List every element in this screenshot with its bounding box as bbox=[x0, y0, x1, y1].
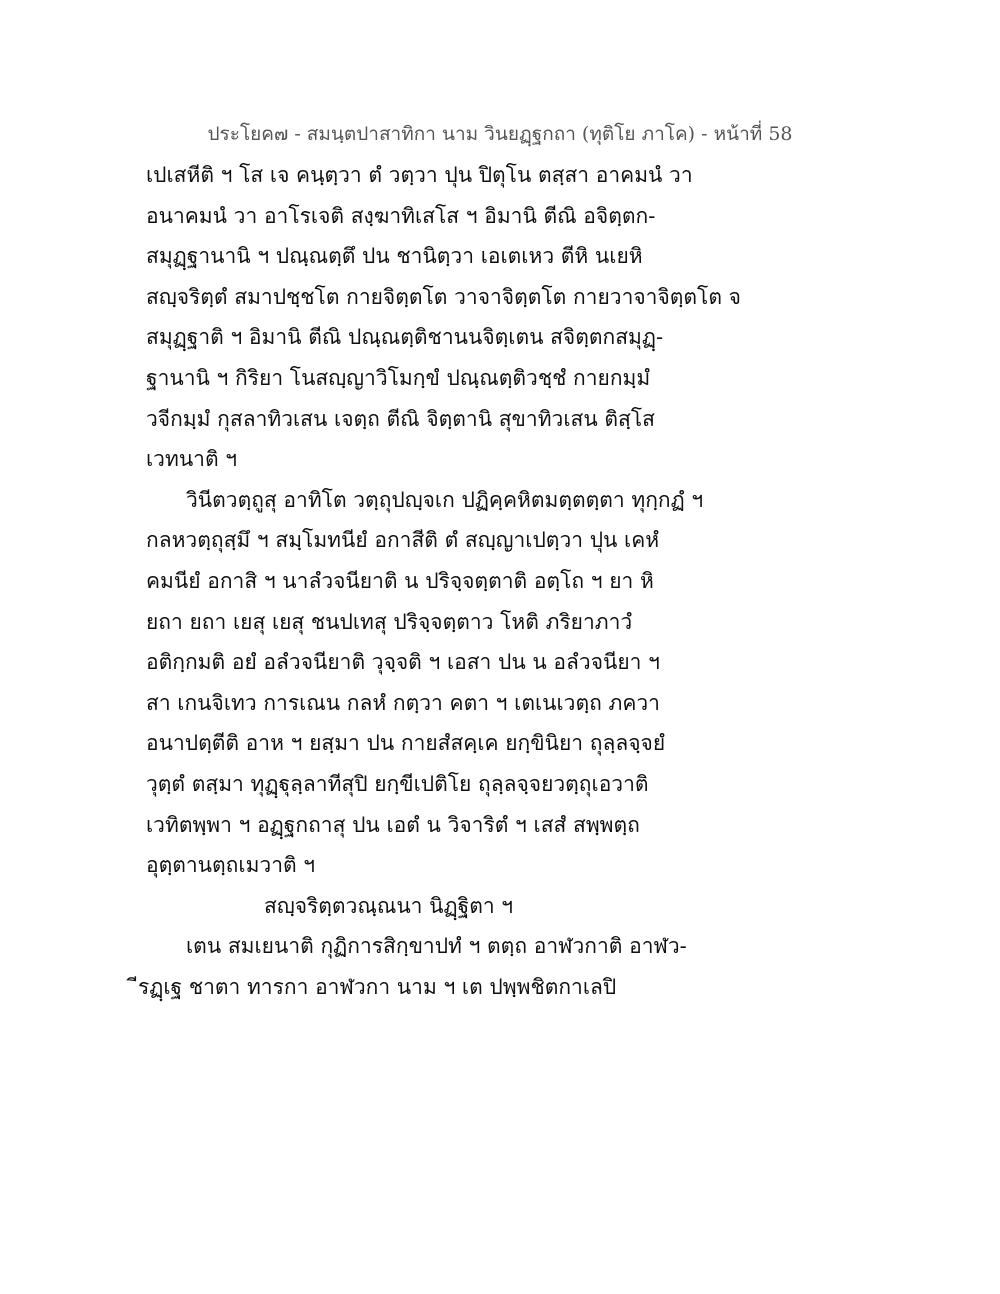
text-line: เวทิตพฺพา ฯ อฏฺฐกถาสุ ปน เอตํ น วิจาริตํ ฯ เสสํ สพฺพตฺถ bbox=[146, 812, 640, 837]
text-line: คมนียํ อกาสิ ฯ นาลํวจนียาติ น ปริจฺจตฺตาติ อตฺโถ ฯ ยา หิ bbox=[146, 568, 654, 593]
text-line: เวทนาติ ฯ bbox=[146, 447, 238, 472]
text-line: ฐานานิ ฯ กิริยา โนสญฺญาวิโมกฺขํ ปณฺณตฺติวชฺชํ กายกมฺมํ bbox=[146, 365, 651, 390]
text-line: ยถา ยถา เยสุ เยสุ ชนปเทสุ ปริจฺจตฺตาว โหติ ภริยาภาวํ bbox=[146, 609, 633, 634]
text-line: อุตฺตานตฺถเมวาติ ฯ bbox=[146, 853, 316, 878]
text-line: กลหวตฺถุสฺมึ ฯ สมฺโมทนียํ อกาสีติ ตํ สญฺญาเปตฺวา ปุน เคหํ bbox=[146, 528, 660, 553]
paragraph-first-line: เตน สมเยนาติ กุฏิการสิกฺขาปทํ ฯ ตตฺถ อาฬวกาติ อาฬว- bbox=[186, 934, 687, 959]
body-text bbox=[138, 155, 866, 1007]
text-line: วุตฺตํ ตสฺมา ทุฏฺฐุลฺลาทีสุปิ ยกฺขีเปติโย ถุลฺลจฺจยวตฺถุเอวาติ bbox=[146, 771, 649, 796]
text-line: อนาปตฺตีติ อาห ฯ ยสฺมา ปน กายสํสคฺเค ยกฺขินิยา ถุลฺลจฺจยํ bbox=[146, 731, 666, 756]
text-line: ีรฏฺเฐ ชาตา ทารกา อาฬวกา นาม ฯ เต ปพฺพชิตกาเลปิ bbox=[138, 974, 617, 999]
page-header: ประโยค๗ - สมนฺตปาสาทิกา นาม วินยฏฺฐกถา (ทุติโย ภาโค) - หน้าที่ 58 bbox=[207, 123, 793, 145]
paragraph-first-line: วินีตวตฺถูสุ อาทิโต วตฺถุปญฺจเก ปฏิคฺคหิตมตฺตตฺตา ทุกฺกฏํ ฯ bbox=[186, 487, 704, 512]
text-line: อติกฺกมติ อยํ อลํวจนียาติ วุจฺจติ ฯ เอสา ปน น อลํวจนียา ฯ bbox=[146, 650, 660, 675]
text-line: สญฺจริตฺตํ สมาปชฺชโต กายจิตฺตโต วาจาจิตฺตโต กายวาจาจิตฺตโต จ bbox=[146, 284, 741, 309]
text-line: สมุฏฺฐานานิ ฯ ปณฺณตฺตึ ปน ชานิตฺวา เอเตเหว ตีหิ นเยหิ bbox=[146, 244, 643, 269]
text-line: อนาคมนํ วา อาโรเจติ สงฺฆาทิเสโส ฯ อิมานิ ตีณิ อจิตฺตก- bbox=[146, 203, 656, 228]
text-line: สา เกนจิเทว การเณน กลหํ กตฺวา คตา ฯ เตเนเวตฺถ ภควา bbox=[146, 690, 660, 715]
text-line: วจีกมฺมํ กุสลาทิวเสน เจตฺถ ตีณิ จิตฺตานิ สุขาทิวเสน ติสฺโส bbox=[146, 406, 655, 431]
section-end-heading: สญฺจริตฺตวณฺณนา นิฏฺฐิตา ฯ bbox=[264, 893, 514, 918]
text-line: สมุฏฺฐาติ ฯ อิมานิ ตีณิ ปณฺณตฺติชานนจิตฺเตน สจิตฺตกสมุฏฺ- bbox=[146, 325, 664, 350]
text-line: เปเสหีติ ฯ โส เจ คนฺตฺวา ตํ วตฺวา ปุน ปิตุโน ตสฺสา อาคมนํ วา bbox=[146, 163, 693, 187]
